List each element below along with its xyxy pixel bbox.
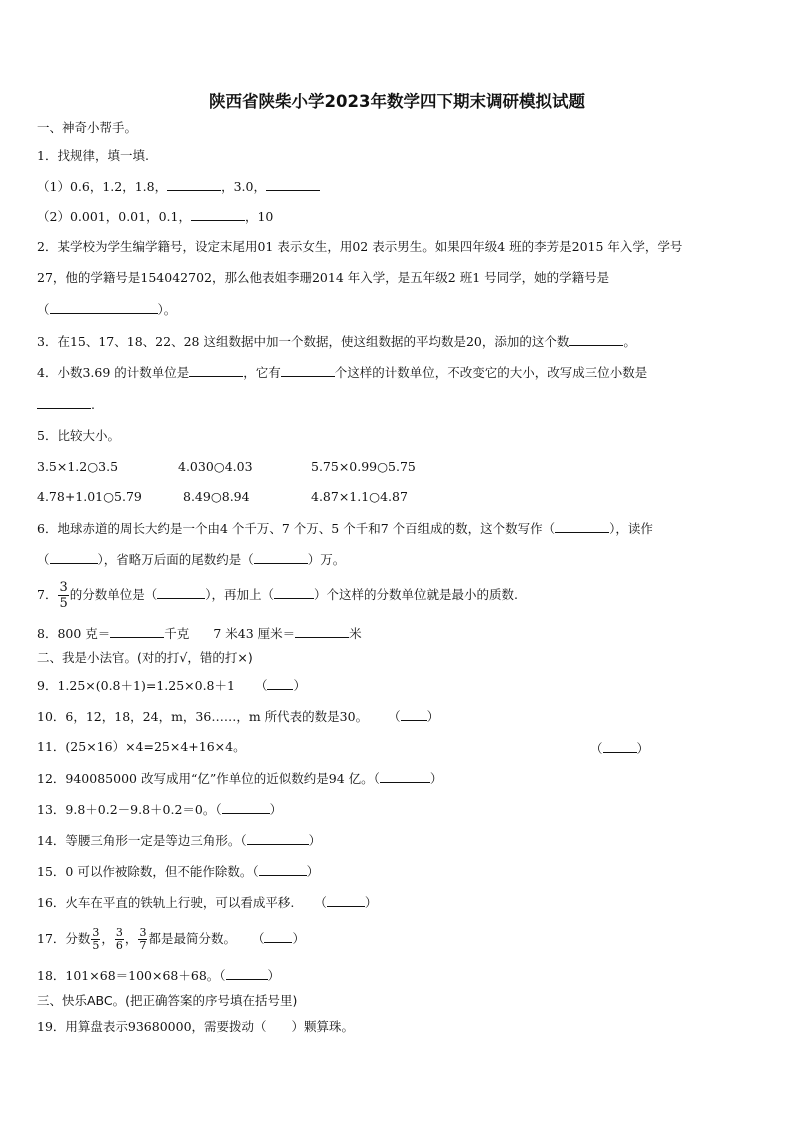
compare-item: 4.87×1.1○4.87 bbox=[311, 489, 408, 504]
answer-blank[interactable] bbox=[327, 894, 365, 907]
section-1-heading: 一、神奇小帮手。 bbox=[37, 120, 138, 135]
question-5-stem: 5．比较大小。 bbox=[37, 428, 120, 443]
question-1-part-2: （2）0.001，0.01，0.1， ，10 bbox=[37, 209, 274, 224]
question-4-line-1: 4．小数3.69 的计数单位是 ，它有 个这样的计数单位，不改变它的大小，改写成三位小数是 bbox=[37, 365, 648, 380]
section-3-heading: 三、快乐ABC。(把正确答案的序号填在括号里) bbox=[37, 993, 298, 1008]
compare-item: 8.49○8.94 bbox=[183, 489, 250, 504]
answer-blank[interactable] bbox=[295, 625, 349, 638]
question-2-line-1: 2．某学校为学生编学籍号，设定末尾用01 表示女生，用02 表示男生。如果四年级4 班的李芳是2015 年入学，学号 bbox=[37, 239, 683, 254]
question-8: 8．800 克＝ 千克 7 米43 厘米＝ 米 bbox=[37, 626, 362, 641]
question-11: 11．(25×16）×4=25×4+16×4。 bbox=[37, 739, 246, 754]
answer-blank[interactable] bbox=[247, 832, 309, 845]
answer-blank[interactable] bbox=[266, 178, 320, 191]
answer-blank[interactable] bbox=[380, 770, 430, 783]
section-2-heading: 二、我是小法官。(对的打√，错的打×) bbox=[37, 650, 253, 665]
answer-blank[interactable] bbox=[264, 930, 292, 943]
question-7: 7． $\frac{3}{5}$ 的分数单位是（ ），再加上（ ）个这样的分数单位就是最小的质数. bbox=[37, 580, 518, 611]
page-title: 陕西省陕柴小学2023年数学四下期末调研模拟试题 bbox=[209, 92, 585, 111]
answer-blank[interactable] bbox=[555, 520, 609, 533]
question-10: 10．6，12，18，24，m，36……，m 所代表的数是30。 （ ） bbox=[37, 709, 440, 724]
answer-blank[interactable] bbox=[50, 301, 158, 314]
question-1-stem: 1．找规律，填一填. bbox=[37, 148, 149, 163]
question-12: 12．940085000 改写成用“亿”作单位的近似数约是94 亿。（ ） bbox=[37, 771, 443, 786]
question-15: 15．0 可以作被除数，但不能作除数。（ ） bbox=[37, 864, 320, 879]
answer-blank[interactable] bbox=[281, 364, 335, 377]
compare-item: 4.78+1.01○5.79 bbox=[37, 489, 142, 504]
question-18: 18．101×68＝100×68＋68。（ ） bbox=[37, 968, 281, 983]
question-16: 16．火车在平直的铁轨上行驶，可以看成平移. （ ） bbox=[37, 895, 378, 910]
answer-blank[interactable] bbox=[37, 396, 91, 409]
answer-blank[interactable] bbox=[222, 801, 270, 814]
question-17: 17．分数 $\frac{3}{5}$ ， $\frac{3}{6}$ ， $\frac{3}{7}$ 都是最简分数。 （ ） bbox=[37, 926, 305, 952]
question-6-line-2: （ ），省略万后面的尾数约是（ ）万。 bbox=[37, 552, 346, 567]
fraction: $\frac{3}{7}$ bbox=[139, 926, 147, 952]
question-2-line-3: （ ）。 bbox=[37, 302, 177, 317]
answer-blank[interactable] bbox=[259, 863, 307, 876]
compare-item: 4.030○4.03 bbox=[178, 459, 253, 474]
answer-blank[interactable] bbox=[191, 208, 245, 221]
answer-blank[interactable] bbox=[167, 178, 221, 191]
answer-blank[interactable] bbox=[267, 677, 293, 690]
fraction: $\frac{3}{6}$ bbox=[115, 926, 123, 952]
question-4-line-2: . bbox=[37, 396, 95, 413]
answer-blank[interactable] bbox=[401, 708, 427, 721]
answer-blank[interactable] bbox=[254, 551, 308, 564]
answer-blank[interactable] bbox=[110, 625, 164, 638]
question-3: 3．在15、17、18、22、28 这组数据中加一个数据，使这组数据的平均数是20，添加的这个数 。 bbox=[37, 334, 636, 349]
answer-blank[interactable] bbox=[569, 333, 623, 346]
question-1-part-1: （1）0.6，1.2，1.8， ，3.0， bbox=[37, 178, 320, 195]
answer-blank[interactable] bbox=[274, 586, 314, 599]
question-19: 19．用算盘表示93680000，需要拨动（ ）颗算珠。 bbox=[37, 1019, 355, 1034]
fraction: $\frac{3}{5}$ bbox=[59, 580, 68, 611]
answer-blank[interactable] bbox=[157, 586, 205, 599]
fraction: $\frac{3}{5}$ bbox=[92, 926, 100, 952]
question-9: 9．1.25×(0.8＋1)=1.25×0.8＋1 （ ） bbox=[37, 678, 306, 693]
question-14: 14．等腰三角形一定是等边三角形。（ ） bbox=[37, 833, 322, 848]
answer-blank[interactable] bbox=[189, 364, 243, 377]
compare-item: 3.5×1.2○3.5 bbox=[37, 459, 119, 474]
question-6-line-1: 6．地球赤道的周长大约是一个由4 个千万、7 个万、5 个千和7 个百组成的数，这个数写作（ ），读作 bbox=[37, 521, 653, 536]
question-13: 13．9.8＋0.2－9.8＋0.2＝0。（ ） bbox=[37, 802, 283, 817]
answer-blank[interactable] bbox=[603, 740, 637, 753]
question-2-line-2: 27，他的学籍号是154042702，那么他表姐李珊2014 年入学，是五年级2 班1 号同学，她的学籍号是 bbox=[37, 270, 610, 285]
answer-blank[interactable] bbox=[226, 967, 268, 980]
compare-item: 5.75×0.99○5.75 bbox=[311, 459, 416, 474]
question-11-answer: （ ） bbox=[590, 741, 650, 756]
answer-blank[interactable] bbox=[50, 551, 98, 564]
